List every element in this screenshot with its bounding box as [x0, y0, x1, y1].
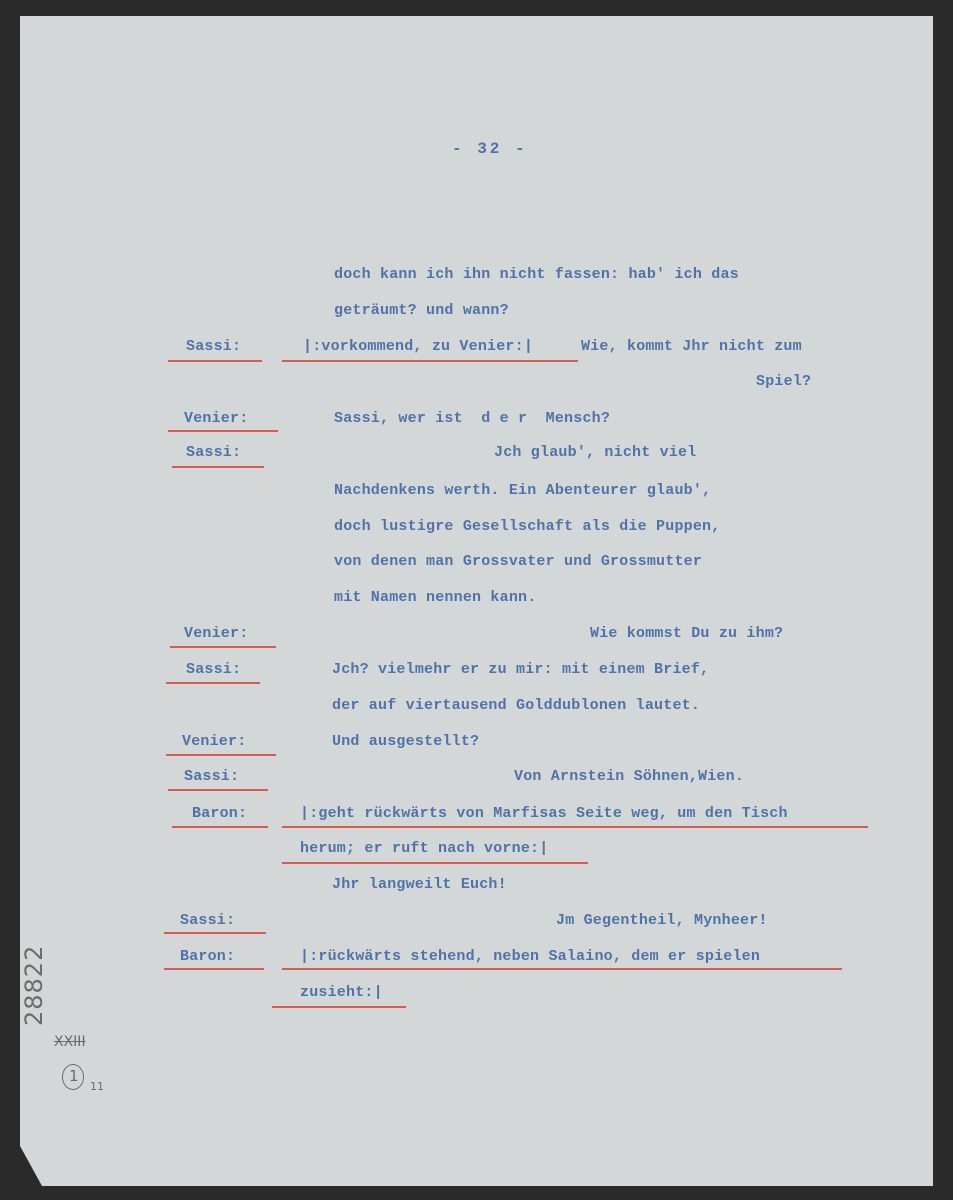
text-line: Von Arnstein Söhnen,Wien.	[514, 768, 745, 785]
stage-underline	[282, 862, 588, 864]
text-line: Jhr langweilt Euch!	[332, 876, 507, 893]
circle-number: 1	[69, 1067, 79, 1085]
speaker-underline	[172, 466, 264, 468]
stage-underline	[282, 826, 868, 828]
text-line: Spiel?	[756, 373, 812, 390]
text-line: Jch glaub', nicht viel	[494, 444, 697, 461]
text-line: Jch? vielmehr er zu mir: mit einem Brief,	[332, 661, 710, 678]
speaker-label: Sassi:	[186, 661, 242, 678]
speaker-label: Baron:	[180, 948, 236, 965]
speaker-label: Sassi:	[186, 444, 242, 461]
text-line: mit Namen nennen kann.	[334, 589, 537, 606]
text-line: doch lustigre Gesellschaft als die Puppen,	[334, 518, 721, 535]
speaker-underline	[166, 682, 260, 684]
speaker-underline	[164, 968, 264, 970]
speaker-underline	[164, 932, 266, 934]
speaker-label: Venier:	[184, 625, 249, 642]
text-line: Sassi, wer ist d e r Mensch?	[334, 410, 611, 427]
speaker-label: Sassi:	[186, 338, 242, 355]
text-line: Jm Gegentheil, Mynheer!	[556, 912, 768, 929]
stage-underline	[282, 968, 842, 970]
speaker-underline	[168, 360, 262, 362]
text-line: geträumt? und wann?	[334, 302, 509, 319]
stage-direction: zusieht:|	[300, 984, 383, 1001]
speaker-underline	[172, 826, 268, 828]
speaker-label: Sassi:	[184, 768, 240, 785]
stage-underline	[272, 1006, 406, 1008]
folded-corner	[20, 1146, 42, 1186]
stage-direction: |:rückwärts stehend, neben Salaino, dem er spielen	[300, 948, 761, 965]
stage-direction: herum; er ruft nach vorne:|	[300, 840, 549, 857]
catalog-mark: XXIII	[54, 1034, 86, 1050]
text-line: Wie, kommt Jhr nicht zum	[581, 338, 802, 355]
document-page	[20, 16, 933, 1186]
speaker-label: Venier:	[182, 733, 247, 750]
text-line: doch kann ich ihn nicht fassen: hab' ich das	[334, 266, 739, 283]
speaker-underline	[170, 646, 276, 648]
speaker-underline	[166, 754, 276, 756]
text-line: Und ausgestellt?	[332, 733, 480, 750]
text-line: der auf viertausend Golddublonen lautet.	[332, 697, 701, 714]
text-line: von denen man Grossvater und Grossmutter	[334, 553, 703, 570]
speaker-underline	[168, 430, 278, 432]
text-line: Wie kommst Du zu ihm?	[590, 625, 784, 642]
speaker-label: Sassi:	[180, 912, 236, 929]
stage-direction: |:vorkommend, zu Venier:|	[303, 338, 534, 355]
speaker-label: Venier:	[184, 410, 249, 427]
text-line: Nachdenkens werth. Ein Abenteurer glaub',	[334, 482, 712, 499]
page-number: - 32 -	[452, 140, 528, 158]
speaker-underline	[168, 789, 268, 791]
stage-direction: |:geht rückwärts von Marfisas Seite weg, um den Tisch	[300, 805, 788, 822]
speaker-label: Baron:	[192, 805, 248, 822]
archive-number: 28822	[20, 944, 48, 1026]
sub-number: 11	[90, 1080, 104, 1093]
stage-underline	[282, 360, 578, 362]
